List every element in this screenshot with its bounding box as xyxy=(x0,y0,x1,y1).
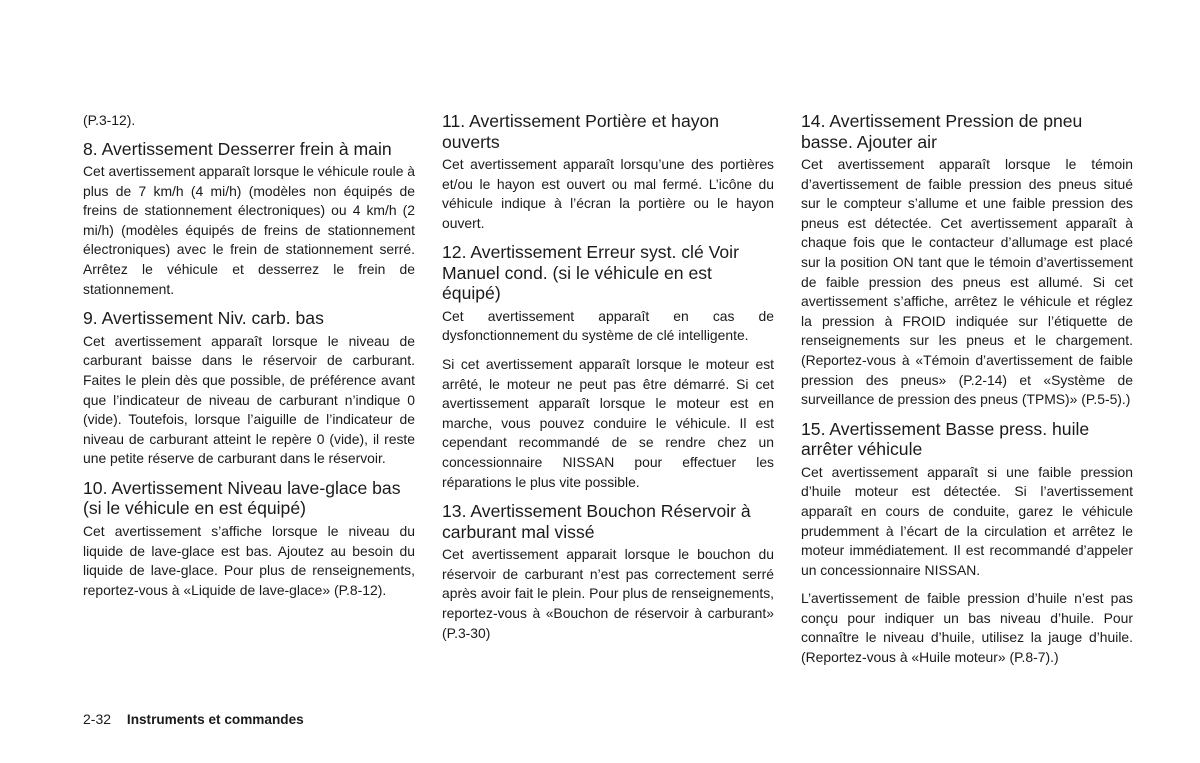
section-13-paragraph: Cet avertissement apparait lorsque le bouchon du réservoir de carburant n’est pas correctement serré après avoir fait le plein. Pour plus de renseignements, reportez-vous à «Bouchon de réservoir à carburant» (P.3-30) xyxy=(442,546,774,641)
section-14-paragraph: Cet avertissement apparaît lorsque le témoin d’avertissement de faible pression des pneus situé sur le compteur s’allume et une faible pression des pneus est détectée. Cet avertissement apparaît à chaque fois que le contacteur d’allumage est placé sur la position ON tant que le témoin d’avertissement de faible pression des pneus est allumé. Si cet avertissement s’affiche, arrêtez le véhicule et réglez la pression à FROID indiquée sur l’étiquette de renseignements sur les pneus et le chargement. (Reportez-vous à «Témoin d’avertissement de faible pression des pneus» (P.2-14) et «Système de surveillance de pression des pneus (TPMS)» (P.5-5).) xyxy=(801,156,1133,408)
section-11-paragraph: Cet avertissement apparaît lorsqu’une des portières et/ou le hayon est ouvert ou mal fermé. L’icône du véhicule indique à l’écran la portière ou le hayon ouvert. xyxy=(442,156,774,231)
section-12-paragraph-2: Si cet avertissement apparaît lorsque le moteur est arrêté, le moteur ne peut pas être démarré. Si cet avertissement apparaît lorsque le moteur est en marche, vous pouvez conduire le véhicule. Il est cependant recommandé de se rendre chez un concessionnaire NISSAN pour effectuer les réparations le plus vite possible. xyxy=(442,356,774,490)
section-heading-11: 11. Avertissement Portière et hayon ouverts xyxy=(442,111,720,152)
page-number: 2-32 xyxy=(83,711,112,727)
section-heading-9: 9. Avertissement Niv. carb. bas xyxy=(83,308,324,329)
section-heading-15: 15. Avertissement Basse press. huile arrêter véhicule xyxy=(801,418,1090,460)
section-heading-8: 8. Avertissement Desserrer frein à main xyxy=(83,138,392,159)
section-15-paragraph-1: Cet avertissement apparaît si une faible pression d’huile moteur est détectée. Si l’avertissement apparaît en cours de conduite, garez le véhicule prudemment à l’écart de la circulation et arrêtez le moteur immédiatement. Il est recommandé d’appeler un concessionnaire NISSAN. xyxy=(801,463,1133,578)
section-12-paragraph-1: Cet avertissement apparaît en cas de dysfonctionnement du système de clé intelligente. xyxy=(442,307,774,344)
section-15-paragraph-2: L’avertissement de faible pression d’huile n’est pas conçu pour indiquer un bas niveau d’huile. Pour connaître le niveau d’huile, utilisez la jauge d’huile. (Reportez-vous à «Huile moteur» (P.8-7).) xyxy=(801,590,1133,666)
column-1 xyxy=(83,111,415,609)
column-2 xyxy=(442,111,774,652)
footer-section-title: Instruments et commandes xyxy=(126,712,304,727)
section-8-paragraph: Cet avertissement apparaît lorsque le véhicule roule à plus de 7 km/h (4 mi/h) (modèles non équipés de freins de stationnement électroniques) ou 4 km/h (2 mi/h) (modèles équipés de freins de stationnement électroniques) avec le frein de stationnement serré. Arrêtez le véhicule et desserrez le frein de stationnement. xyxy=(83,163,416,297)
section-9-paragraph: Cet avertissement apparaît lorsque le niveau de carburant baisse dans le réservoir de carburant. Faites le plein dès que possible, de préférence avant que l’indicateur de niveau de carburant n’indique 0 (vide). Toutefois, lorsque l’aiguille de l’indicateur de niveau de carburant atteint le repère 0 (vide), il reste une petite réserve de carburant dans le réservoir. xyxy=(83,332,415,467)
page-footer xyxy=(83,709,304,730)
section-10-paragraph: Cet avertissement s’affiche lorsque le niveau du liquide de lave-glace est bas. Ajoutez au besoin du liquide de lave-glace. Pour plus de renseignements, reportez-vous à «Liquide de lave-glace» (P.8-12). xyxy=(83,522,415,598)
continued-reference: (P.3-12). xyxy=(83,112,136,128)
section-heading-14: 14. Avertissement Pression de pneu basse. Ajouter air xyxy=(801,111,1083,152)
column-3 xyxy=(801,111,1133,677)
section-heading-13: 13. Avertissement Bouchon Réservoir à carburant mal vissé xyxy=(442,501,751,542)
section-heading-12: 12. Avertissement Erreur syst. clé Voir Manuel cond. (si le véhicule en est équipé) xyxy=(442,242,739,304)
section-heading-10: 10. Avertissement Niveau lave-glace bas (si le véhicule en est équipé) xyxy=(83,477,401,519)
